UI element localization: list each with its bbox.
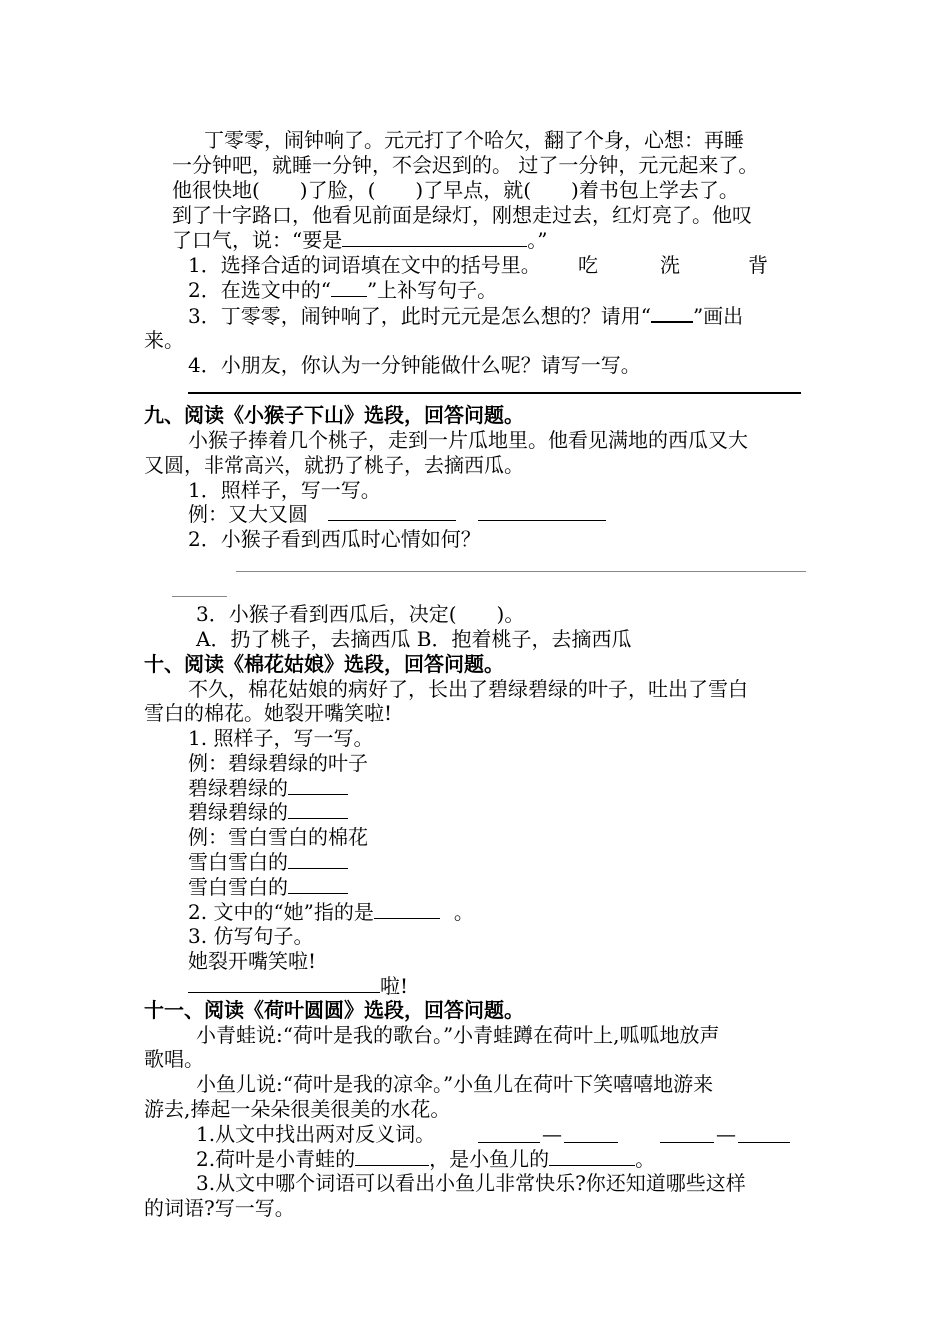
passage-line-5 xyxy=(172,228,547,252)
section-9-heading: 九、阅读《小猴子下山》选段，回答问题。 xyxy=(144,403,524,427)
passage-line-2: 一分钟吧，就睡一分钟，不会迟到的。 过了一分钟，元元起来了。 xyxy=(172,153,759,177)
question-8-2 xyxy=(188,278,497,302)
example-10-2: 例：雪白雪白的棉花 xyxy=(188,825,368,849)
sample-sentence: 她裂开嘴笑啦! xyxy=(188,949,317,973)
question-10-1: 1. 照样子，写一写。 xyxy=(188,726,374,750)
section-9-para-2: 又圆，非常高兴，就扔了桃子，去摘西瓜。 xyxy=(144,453,524,477)
question-9-2: 2．小猴子看到西瓜时心情如何？ xyxy=(188,527,481,551)
question-11-2-c: 。 xyxy=(635,1147,656,1171)
question-11-2-b: ，是小鱼儿的 xyxy=(429,1147,550,1171)
passage-line-5-text: 了口气，说：“要是 xyxy=(172,228,343,252)
answer-line[interactable] xyxy=(478,520,606,521)
dash: — xyxy=(542,1122,562,1146)
fill-line xyxy=(188,850,348,874)
answer-blank[interactable] xyxy=(549,1147,635,1166)
question-10-2-a: 2. 文中的“她”指的是 xyxy=(188,900,374,924)
section-9-para-1: 小猴子捧着几个桃子，走到一片瓜地里。他看见满地的西瓜又大 xyxy=(188,428,748,452)
answer-line[interactable] xyxy=(478,1142,540,1143)
question-9-3: 3．小猴子看到西瓜后，决定( )。 xyxy=(196,602,525,626)
answer-line[interactable] xyxy=(564,1142,618,1143)
word-option-3: 背 xyxy=(748,253,768,277)
question-9-3-options: A．扔了桃子，去摘西瓜 B．抱着桃子，去摘西瓜 xyxy=(196,627,632,651)
question-10-2 xyxy=(188,900,474,924)
question-8-2-b: ”上补写句子。 xyxy=(366,278,498,302)
section-10-para-1: 不久，棉花姑娘的病好了，长出了碧绿碧绿的叶子，吐出了雪白 xyxy=(188,677,748,701)
question-10-2-b: 。 xyxy=(453,900,474,924)
answer-blank[interactable] xyxy=(288,776,348,795)
question-11-3a: 3.从文中哪个词语可以看出小鱼儿非常快乐?你还知道哪些这样 xyxy=(196,1171,746,1195)
section-11-para-1b: 歌唱。 xyxy=(144,1047,204,1071)
answer-line[interactable] xyxy=(738,1142,790,1143)
fill-prefix: 碧绿碧绿的 xyxy=(188,800,288,824)
section-11-heading: 十一、阅读《荷叶圆圆》选段，回答问题。 xyxy=(144,998,524,1022)
word-option-2: 洗 xyxy=(660,253,680,277)
answer-line[interactable] xyxy=(660,1142,714,1143)
question-8-2-a: 2．在选文中的“ xyxy=(188,278,331,302)
question-8-3 xyxy=(188,303,743,328)
question-8-1: 1．选择合适的词语填在文中的括号里。 xyxy=(188,253,541,277)
passage-line-1: 丁零零，闹钟响了。元元打了个哈欠，翻了个身，心想：再睡 xyxy=(204,128,744,152)
passage-line-5-end: 。” xyxy=(527,228,548,252)
question-11-2 xyxy=(196,1147,655,1171)
imitation-end: 啦! xyxy=(380,974,409,998)
question-9-1: 1．照样子，写一写。 xyxy=(188,478,381,502)
example-9: 例：又大又圆 xyxy=(188,502,308,526)
question-11-1: 1.从文中找出两对反义词。 xyxy=(196,1122,436,1146)
question-8-3-cont: 来。 xyxy=(144,328,184,352)
dash: — xyxy=(716,1122,736,1146)
question-8-4: 4．小朋友，你认为一分钟能做什么呢？请写一写。 xyxy=(188,353,641,377)
answer-blank[interactable] xyxy=(288,800,348,819)
answer-blank[interactable] xyxy=(342,228,527,247)
question-11-3b: 的词语?写一写。 xyxy=(144,1196,295,1220)
answer-blank[interactable] xyxy=(288,850,348,869)
answer-line[interactable] xyxy=(236,571,806,572)
word-option-1: 吃 xyxy=(578,253,598,277)
answer-blank[interactable] xyxy=(374,900,440,919)
passage-line-4: 到了十字路口，他看见前面是绿灯，刚想走过去，红灯亮了。他叹 xyxy=(172,203,752,227)
answer-line[interactable] xyxy=(328,520,456,521)
passage-line-3: 他很快地( )了脸，( )了早点，就( )着书包上学去了。 xyxy=(172,178,739,202)
question-10-3: 3. 仿写句子。 xyxy=(188,924,314,948)
example-10-1: 例：碧绿碧绿的叶子 xyxy=(188,751,368,775)
imitation-line xyxy=(188,974,408,998)
answer-line[interactable] xyxy=(188,392,801,394)
underline-sample xyxy=(651,303,693,323)
section-11-para-1a: 小青蛙说:“荷叶是我的歌台。”小青蛙蹲在荷叶上,呱呱地放声 xyxy=(196,1023,720,1047)
fill-line xyxy=(188,800,348,824)
section-10-para-2: 雪白的棉花。她裂开嘴笑啦! xyxy=(144,701,393,725)
answer-line[interactable] xyxy=(172,596,227,597)
fill-prefix: 碧绿碧绿的 xyxy=(188,776,288,800)
fill-prefix: 雪白雪白的 xyxy=(188,875,288,899)
answer-blank[interactable] xyxy=(355,1147,429,1166)
section-11-para-2a: 小鱼儿说:“荷叶是我的凉伞。”小鱼儿在荷叶下笑嘻嘻地游来 xyxy=(196,1072,714,1096)
section-11-para-2b: 游去,捧起一朵朵很美很美的水花。 xyxy=(144,1097,451,1121)
question-11-2-a: 2.荷叶是小青蛙的 xyxy=(196,1147,356,1171)
section-10-heading: 十、阅读《棉花姑娘》选段，回答问题。 xyxy=(144,652,504,676)
question-8-3-b: ”画出 xyxy=(692,304,744,328)
answer-blank[interactable] xyxy=(331,278,367,297)
fill-line xyxy=(188,776,348,800)
answer-blank[interactable] xyxy=(288,875,348,894)
question-8-3-a: 3．丁零零，闹钟响了，此时元元是怎么想的？请用“ xyxy=(188,304,651,328)
fill-line xyxy=(188,875,348,899)
answer-blank[interactable] xyxy=(188,974,380,993)
fill-prefix: 雪白雪白的 xyxy=(188,850,288,874)
